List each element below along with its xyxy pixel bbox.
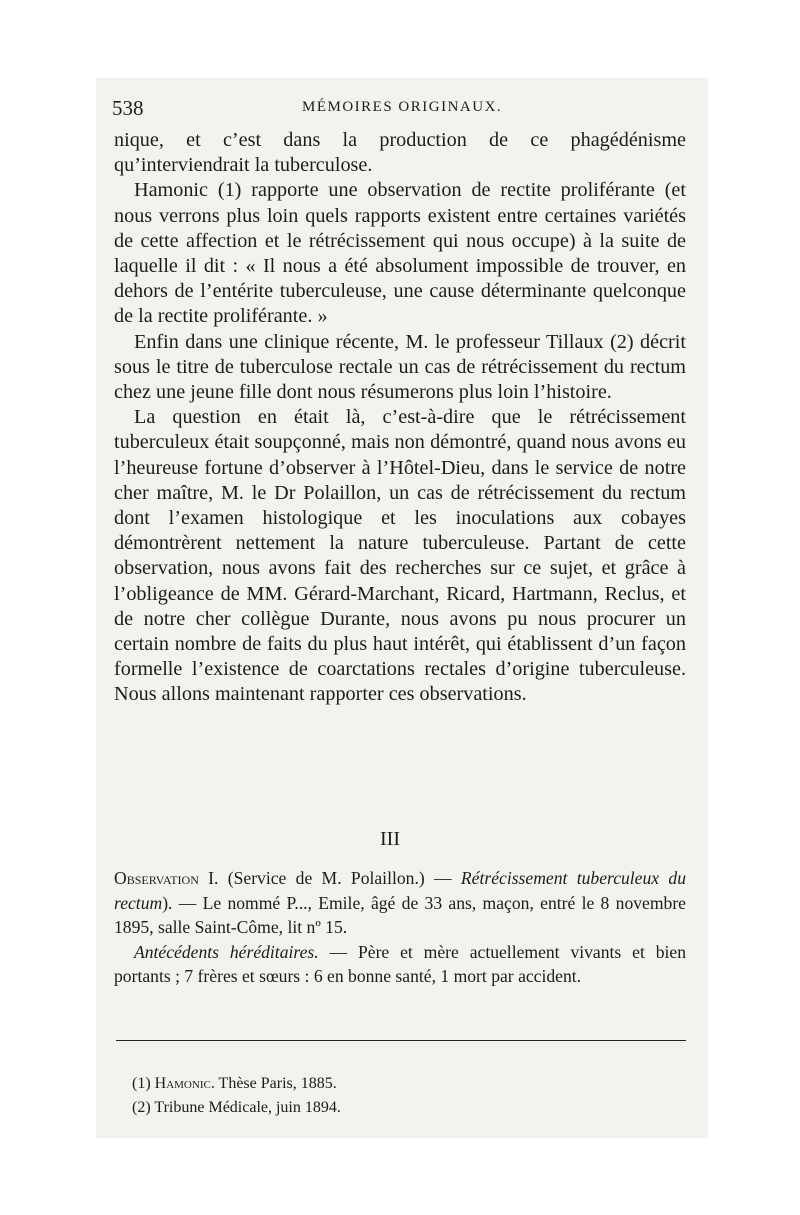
footnote-2 xyxy=(132,1096,672,1120)
paragraph-tillaux: Enfin dans une clinique récente, M. le professeur Tillaux (2) décrit sous le titre de tuberculose rectale un cas de rétrécissement du rectum chez une jeune fille dont nous résumerons plus loin l’histoire. xyxy=(114,330,686,404)
antecedents-text: — Père et mère actuellement vivants et bien portants ; 7 frères et sœurs : 6 en bonne santé, 1 mort par accident. xyxy=(114,941,686,986)
paragraph-continuation: nique, et c’est dans la production de ce phagédénisme qu’interviendrait la tuberculose. xyxy=(114,129,686,177)
footnotes xyxy=(132,1072,672,1120)
footnote-mark: (2) xyxy=(132,1099,155,1116)
observation-paragraph xyxy=(114,866,686,940)
footnote-1 xyxy=(132,1072,672,1096)
paragraph-hamonic: Hamonic (1) rapporte une observation de rectite proliférante (et nous verrons plus loin quels rapports existent entre certaines variétés de cette affection et le rétrécissement qui nous occupe) à la suite de laquelle il dit : « Il nous a été absolument impossible de trouver, en dehors de l’entérite tuberculeuse, une cause déterminante quelconque de la rectite proliférante. » xyxy=(114,179,686,328)
observation-details: ). — Le nommé P..., Emile, âgé de 33 ans, maçon, entré le 8 novembre 1895, salle Saint-Côme, lit nº 15. xyxy=(114,892,686,937)
footnote-rule xyxy=(116,1040,686,1041)
paragraph-question: La question en était là, c’est-à-dire que le rétrécissement tuberculeux était soupçonné, mais non démontré, quand nous avons eu l’heureuse fortune d’observer à l’Hôtel-Dieu, dans le service de notre cher maître, M. le Dr Polaillon, un cas de rétrécissement du rectum dont l’examen histologique et les inoculations aux cobayes démontrèrent nettement la nature tuberculeuse. Partant de cette observation, nous avons fait des recherches sur ce sujet, et grâce à l’obligeance de MM. Gérard-Marchant, Ricard, Hartmann, Reclus, et de notre cher collègue Durante, nous avons pu nous procurer un certain nombre de faits du plus haut intérêt, qui établissent d’un façon formelle l’existence de coarctations rectales d’origine tuberculeuse. Nous allons maintenant rapporter ces observations. xyxy=(114,406,686,706)
page-header xyxy=(112,96,692,122)
antecedents-paragraph xyxy=(114,940,686,989)
footnote-mark: (1) xyxy=(132,1075,155,1092)
section-number: III xyxy=(380,828,400,850)
footnote-text: Tribune Médicale, juin 1894. xyxy=(154,1099,341,1116)
body-text xyxy=(114,128,686,708)
footnote-author: Hamonic xyxy=(154,1075,211,1092)
page-number: 538 xyxy=(112,96,144,120)
running-title: MÉMOIRES ORIGINAUX. xyxy=(302,99,503,115)
observation-intro: (Service de M. Polaillon.) — xyxy=(218,868,461,888)
observation-label: Observation I. xyxy=(114,868,219,888)
observation-title: Rétrécissement tuberculeux du rectum xyxy=(114,868,686,913)
observation-block xyxy=(114,866,686,989)
footnote-text: . Thèse Paris, 1885. xyxy=(210,1075,337,1092)
antecedents-label: Antécédents héréditaires. xyxy=(134,941,319,962)
